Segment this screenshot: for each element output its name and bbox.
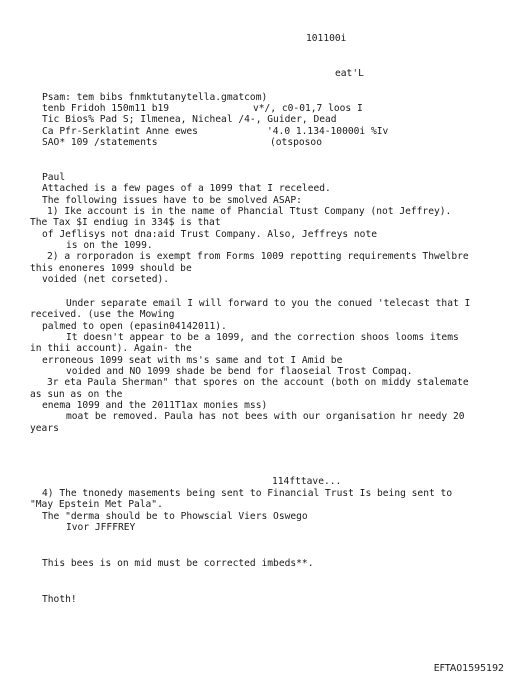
paragraph-line: received. (use the Mowing [30, 309, 175, 320]
subject-line: SAO* 109 /statements [42, 137, 158, 148]
sent-line: tenb Fridoh 150m11 b19 [42, 103, 170, 114]
issue-4-line: 4) The tnonedy masements being sent to Financial Trust Is being sent to [42, 488, 453, 499]
subject-line-right: (otsposoo [270, 137, 322, 148]
bates-number: EFTA01595192 [433, 663, 504, 674]
issue-1-line: 1) Ike account is in the name of Phancial Ttust Company (not Jeffrey). [47, 206, 452, 217]
paragraph-line: erroneous 1099 seat with ms's same and tot I Amid be [42, 355, 343, 366]
paragraph-line: as sun as on the [30, 389, 123, 400]
to-line: Tic Bios% Pad S; Ilmenea, Nicheal /4-, Guider, Dead [42, 114, 337, 125]
issue-1-line: is on the 1099. [66, 240, 153, 251]
issue-2-line: this enoneres 1099 should be [30, 263, 192, 274]
paragraph-line: It doesn't appear to be a 1099, and the correction shoos looms items [66, 332, 459, 343]
issue-1-line: The Tax $I endiug in 334$ is that [30, 217, 221, 228]
sent-line-right: v*/, c0-01,7 loos I [253, 103, 363, 114]
paragraph-line: in thii account). Again- the [30, 343, 192, 354]
paragraph-line: enema 1099 and the 2011T1ax monies mss) [42, 400, 268, 411]
signoff: Thoth! [42, 594, 77, 605]
continued-marker: 114fttave... [272, 476, 342, 487]
document-tag: eat'L [335, 68, 364, 79]
paragraph-line: moat be removed. Paula has not bees with our organisation hr needy 20 [66, 411, 465, 422]
document-number: 101100i [306, 33, 347, 44]
issue-4-line: The "derma should be to Phowscial Viers Oswego [42, 511, 308, 522]
issue-4-line: Ivor JFFFREY [66, 522, 136, 533]
cc-line: Ca Pfr-Serklatint Anne ewes [42, 126, 198, 137]
greeting: Paul [42, 172, 66, 183]
paragraph-line: 3r eta Paula Sherman" that spores on the account (both on middy stalemate [47, 377, 469, 388]
body-line: The following issues have to be smolved ASAP: [42, 195, 302, 206]
issue-4-line: "May Epstein Met Pala". [30, 499, 163, 510]
body-line: Attached is a few pages of a 1099 that I receleed. [42, 183, 331, 194]
paragraph-line: palmed to open (epasin04142011). [42, 321, 227, 332]
from-line: Psam: tem bibs fnmktutanytella.gmatcom) [42, 92, 268, 103]
cc-line-right: '4.0 1.134-10000i %Iv [267, 126, 389, 137]
closing-line: This bees is on mid must be corrected imbeds**. [42, 558, 314, 569]
paragraph-line: Under separate email I will forward to you the conued 'telecast that I [66, 298, 471, 309]
issue-2-line: voided (net corseted). [42, 274, 170, 285]
issue-1-line: of Jeflisys not dna:aid Trust Company. Also, Jeffreys note [42, 229, 378, 240]
paragraph-line: voided and NO 1099 shade be bend for flaoseial Trost Compaq. [66, 366, 413, 377]
paragraph-line: years [30, 423, 59, 434]
issue-2-line: 2) a rorporadon is exempt from Forms 1009 repotting requirements Thwelbre [47, 251, 469, 262]
